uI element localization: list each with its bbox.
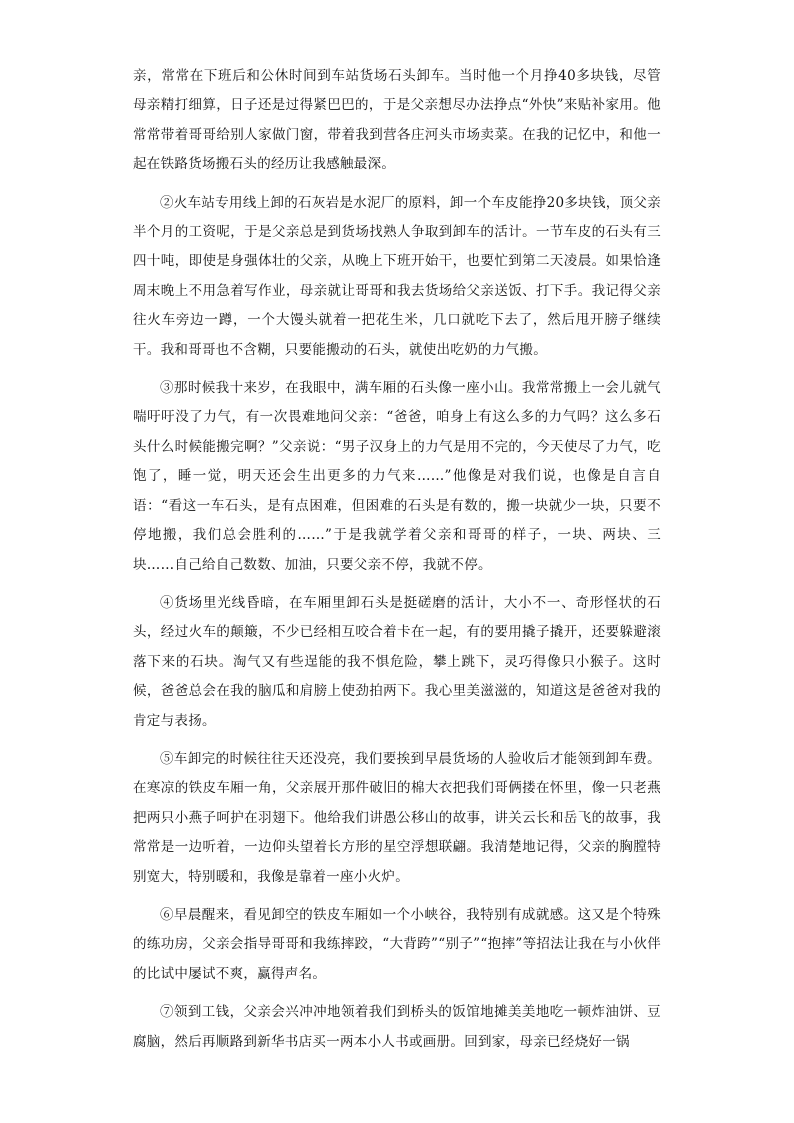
paragraph-5: ⑤车卸完的时候往往天还没亮，我们要挨到早晨货场的人验收后才能领到卸车费。在寒凉的铁皮车厢一角，父亲展开那件破旧的棉大衣把我们哥俩搂在怀里，像一只老燕把两只小燕子呵护在羽翅下。他给我们讲愚公移山的故事，讲关云长和岳飞的故事，我常常是一边听着，一边仰头望着长方形的星空浮想联翩。我清楚地记得，父亲的胸膛特别宽大，特别暖和，我像是靠着一座小火炉。 [133,750,661,885]
paragraph-4: ④货场里光线昏暗，在车厢里卸石头是挺磋磨的活计，大小不一、奇形怪状的石头，经过火车的颠簸，不少已经相互咬合着卡在一起，有的要用撬子撬开，还要躲避滚落下来的石块。淘气又有些逞能的我不惧危险，攀上跳下，灵巧得像只小猴子。这时候，爸爸总会在我的脑瓜和肩膀上使劲拍两下。我心里美滋滋的，知道这是爸爸对我的肯定与表扬。 [133,594,661,729]
paragraph-3: ③那时候我十来岁，在我眼中，满车厢的石头像一座小山。我常常搬上一会儿就气喘吁吁没了力气，有一次畏难地问父亲：“爸爸，咱身上有这么多的力气吗？这么多石头什么时候能搬完啊？”父亲说：“男子汉身上的力气是用不完的，今天使尽了力气，吃饱了，睡一觉，明天还会生出更多的力气来……”他像是对我们说，也像是自言自语：“看这一车石头，是有点困难，但困难的石头是有数的，搬一块就少一块，只要不停地搬，我们总会胜利的……”于是我就学着父亲和哥哥的样子，一块、两块、三块……自己给自己数数、加油，只要父亲不停，我就不停。 [133,380,661,573]
paragraph-2: ②火车站专用线上卸的石灰岩是水泥厂的原料，卸一个车皮能挣20多块钱，顶父亲半个月的工资呢，于是父亲总是到货场找熟人争取到卸车的活计。一节车皮的石头有三四十吨，即使是身强体壮的父亲，从晚上下班开始干，也要忙到第二天凌晨。如果恰逢周末晚上不用急着写作业，母亲就让哥哥和我去货场给父亲送饭、打下手。我记得父亲往火车旁边一蹲，一个大馒头就着一把花生米，几口就吃下去了，然后甩开膀子继续干。我和哥哥也不含糊，只要能搬动的石头，就使出吃奶的力气搬。 [133,194,661,358]
paragraph-1: 亲，常常在下班后和公休时间到车站货场石头卸车。当时他一个月挣40多块钱，尽管母亲精打细算，日子还是过得紧巴巴的，于是父亲想尽办法挣点“外快”来贴补家用。他常常带着哥哥给别人家做门窗，带着我到营各庄河头市场卖菜。在我的记忆中，和他一起在铁路货场搬石头的经历让我感触最深。 [133,68,661,173]
document-page [133,62,661,1057]
paragraph-7: ⑦领到工钱，父亲会兴冲冲地领着我们到桥头的饭馆地摊美美地吃一顿炸油饼、豆腐脑，然后再顺路到新华书店买一两本小人书或画册。回到家，母亲已经烧好一锅 [133,1004,661,1050]
paragraph-6: ⑥早晨醒来，看见卸空的铁皮车厢如一个小峡谷，我特别有成就感。这又是个特殊的练功房，父亲会指导哥哥和我练摔跤，“大背跨”“别子”“抱摔”等招法让我在与小伙伴的比试中屡试不爽，赢得声名。 [133,906,661,982]
